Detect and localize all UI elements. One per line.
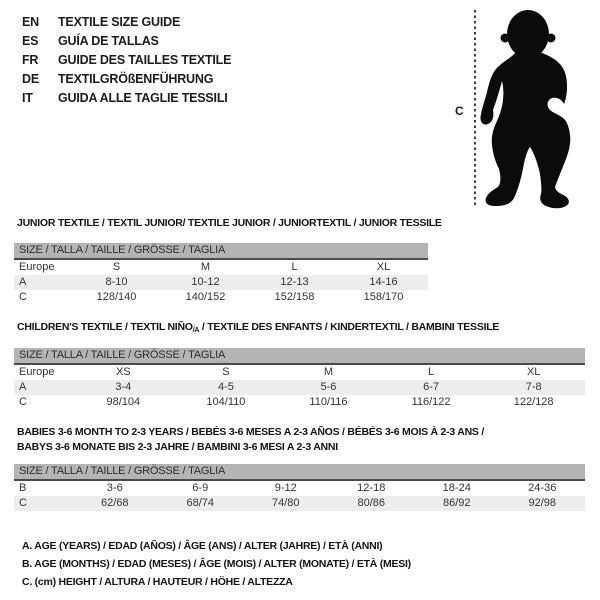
language-row — [22, 69, 231, 88]
size-cell: 7-8 — [525, 381, 542, 393]
size-table-row — [14, 290, 428, 305]
size-cell: 18-24 — [442, 482, 471, 494]
size-cell: 3-4 — [115, 381, 132, 393]
size-table-header: SIZE / TALLA / TAILLE / GRÖSSE / TAGLIA — [14, 243, 428, 260]
size-table — [14, 348, 585, 410]
size-cell: 110/116 — [309, 396, 348, 408]
size-cell: 158/170 — [363, 291, 404, 303]
table-title-text: BABYS 3-6 MONATE BIS 2-3 JAHRE / BAMBINI 3-6 MESI A 2-3 ANNI — [17, 441, 338, 453]
size-cell: XS — [115, 366, 131, 378]
row-label: C — [19, 291, 27, 303]
size-cell: 3-6 — [106, 482, 123, 494]
table-title-text: /A — [192, 327, 200, 334]
language-label: GUIDE DES TAILLES TEXTILE — [58, 52, 232, 67]
language-code: FR — [22, 52, 39, 67]
size-cell: 12-13 — [280, 276, 309, 288]
size-cell: 74/80 — [271, 497, 300, 509]
language-row — [22, 12, 231, 31]
legend-line: C. (cm) HEIGHT / ALTURA / HAUTEUR / HÖHE / ALTEZZA — [22, 576, 293, 588]
size-table-header: SIZE / TALLA / TAILLE / GRÖSSE / TAGLIA — [14, 348, 585, 365]
size-table-row — [14, 395, 585, 410]
size-cell: 86/92 — [442, 497, 471, 509]
size-cell: XL — [526, 366, 541, 378]
size-cell: 140/152 — [185, 291, 226, 303]
size-table — [14, 464, 585, 511]
size-cell: L — [428, 366, 435, 378]
size-cell: 5-6 — [320, 381, 337, 393]
table-title-text: / TEXTILE DES ENFANTS / KINDERTEXTIL / BAMBINI TESSILE — [199, 321, 500, 333]
legend-line: B. AGE (MONTHS) / EDAD (MESES) / ÂGE (MOIS) / ALTER (MONATE) / ETÀ (MESI) — [22, 558, 411, 570]
table-title-text: BABIES 3-6 MONTH TO 2-3 YEARS / BEBÉS 3-6 MESES A 2-3 AÑOS / BÉBÉS 3-6 MOIS À 2-3 ANS / — [17, 426, 485, 438]
size-cell: 8-10 — [105, 276, 128, 288]
size-cell: XL — [376, 261, 391, 273]
row-label: C — [19, 396, 27, 408]
size-cell: 6-9 — [192, 482, 209, 494]
size-cell: L — [291, 261, 298, 273]
size-cell: 10-12 — [191, 276, 220, 288]
row-label: Europe — [19, 261, 55, 273]
language-row — [22, 31, 231, 50]
size-cell: 80/86 — [357, 497, 386, 509]
table-title-line — [17, 440, 484, 455]
table-title-text: JUNIOR TEXTILE / TEXTIL JUNIOR/ TEXTILE JUNIOR / JUNIORTEXTIL / JUNIOR TESSILE — [17, 217, 442, 229]
table-title — [17, 320, 499, 338]
size-table-row — [14, 496, 585, 511]
size-cell: 6-7 — [423, 381, 440, 393]
row-label: A — [19, 276, 27, 288]
height-dotted-line — [474, 10, 476, 207]
size-cell: 62/68 — [100, 497, 129, 509]
language-code: IT — [22, 90, 33, 105]
language-code: ES — [22, 33, 39, 48]
row-label: A — [19, 381, 27, 393]
language-label: TEXTILGRÖßENFÜHRUNG — [58, 71, 214, 86]
size-cell: 98/104 — [106, 396, 141, 408]
size-table-header: SIZE / TALLA / TAILLE / GRÖSSE / TAGLIA — [14, 464, 585, 481]
size-cell: 116/122 — [411, 396, 451, 408]
baby-silhouette-icon — [478, 8, 578, 214]
language-row — [22, 50, 231, 69]
table-title-line — [17, 320, 499, 338]
row-label: C — [19, 497, 27, 509]
size-cell: 68/74 — [186, 497, 215, 509]
size-cell: S — [222, 366, 230, 378]
size-cell: 152/158 — [274, 291, 315, 303]
size-table-row — [14, 380, 585, 395]
size-cell: 104/110 — [206, 396, 246, 408]
height-measure-label: C — [455, 104, 464, 118]
language-label: GUIDA ALLE TAGLIE TESSILI — [58, 90, 228, 105]
size-cell: 14-16 — [369, 276, 398, 288]
language-label: TEXTILE SIZE GUIDE — [58, 14, 181, 29]
size-cell: 9-12 — [274, 482, 297, 494]
size-table-row — [14, 481, 585, 496]
size-cell: M — [200, 261, 211, 273]
size-cell: 92/98 — [528, 497, 557, 509]
size-table — [14, 243, 428, 305]
size-table-row — [14, 365, 585, 380]
language-row — [22, 88, 231, 107]
size-cell: 12-18 — [357, 482, 386, 494]
size-table-row — [14, 275, 428, 290]
table-title — [17, 216, 442, 231]
size-cell: M — [323, 366, 334, 378]
size-cell: 4-5 — [217, 381, 234, 393]
legend — [22, 537, 411, 591]
size-cell: 128/140 — [96, 291, 137, 303]
language-code: DE — [22, 71, 39, 86]
row-label: B — [19, 482, 27, 494]
language-list — [22, 12, 231, 107]
size-cell: 122/128 — [513, 396, 554, 408]
table-title-line — [17, 216, 442, 231]
legend-line: A. AGE (YEARS) / EDAD (AÑOS) / ÂGE (ANS) / ALTER (JAHRE) / ETÀ (ANNI) — [22, 540, 383, 552]
table-title-text: CHILDREN'S TEXTILE / TEXTIL NIÑO — [17, 321, 193, 333]
table-title-line — [17, 425, 484, 440]
table-title — [17, 425, 484, 455]
language-label: GUÍA DE TALLAS — [58, 33, 159, 48]
size-cell: S — [112, 261, 121, 273]
size-table-row — [14, 260, 428, 275]
row-label: Europe — [19, 366, 55, 378]
size-cell: 24-36 — [528, 482, 557, 494]
language-code: EN — [22, 14, 39, 29]
